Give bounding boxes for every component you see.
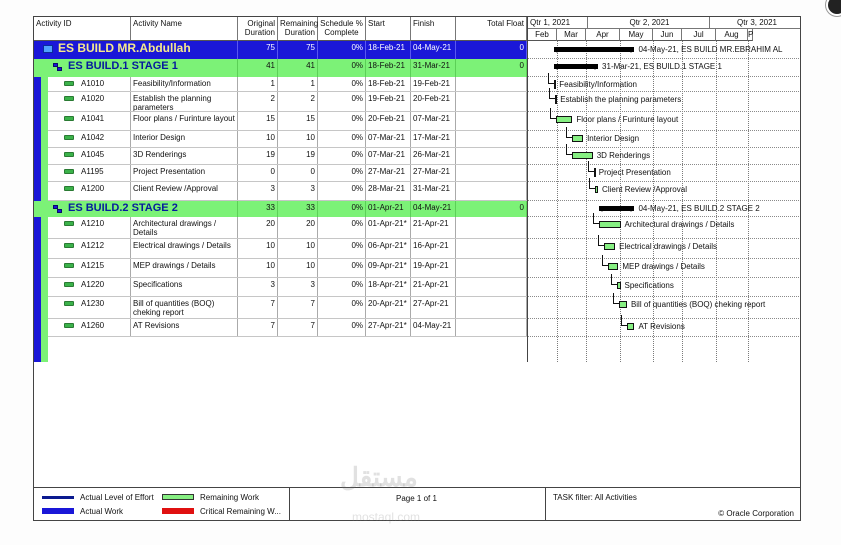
cell-start: 07-Mar-21 xyxy=(366,148,411,164)
project-start: 18-Feb-21 xyxy=(366,41,411,59)
cell-orig: 3 xyxy=(238,182,278,200)
project-folder-icon xyxy=(43,45,53,53)
cell-finish: 17-Mar-21 xyxy=(411,131,456,147)
activity-id: A1042 xyxy=(79,131,131,147)
activity-icon xyxy=(64,152,74,157)
cell-float xyxy=(456,112,527,130)
wbs-node-icon xyxy=(53,63,63,72)
activity-icon xyxy=(64,301,74,306)
activity-row[interactable] xyxy=(48,297,527,319)
activity-icon xyxy=(64,135,74,140)
cell-start: 19-Feb-21 xyxy=(366,92,411,111)
activity-name: AT Revisions xyxy=(131,319,238,336)
cell-rem: 0 xyxy=(278,165,318,181)
bar-label: Specifications xyxy=(624,281,674,290)
month-gridline xyxy=(682,41,683,362)
cell-pct: 0% xyxy=(318,217,366,238)
activity-id: A1200 xyxy=(79,182,131,200)
cell-start: 20-Feb-21 xyxy=(366,112,411,130)
cell-orig: 41 xyxy=(238,59,278,77)
project-rem: 75 xyxy=(278,41,318,59)
cell-rem: 3 xyxy=(278,182,318,200)
activity-row[interactable] xyxy=(48,182,527,201)
cell-pct: 0% xyxy=(318,319,366,336)
bar-label: 3D Renderings xyxy=(596,151,651,160)
col-header-activity-name[interactable]: Activity Name xyxy=(131,17,238,41)
cell-pct: 0% xyxy=(318,59,366,77)
row-gridline xyxy=(528,216,801,217)
dependency-link xyxy=(549,88,555,99)
cell-float xyxy=(456,239,527,258)
cell-finish: 04-May-21 xyxy=(411,319,456,336)
cell-float xyxy=(456,165,527,181)
activity-name: Project Presentation xyxy=(131,165,238,181)
cell-start: 20-Apr-21* xyxy=(366,297,411,318)
bar-label: Interior Design xyxy=(587,134,640,143)
bar-label: Establish the planning parameters xyxy=(560,95,682,104)
cell-float: 0 xyxy=(456,59,527,77)
activity-bar[interactable] xyxy=(572,135,583,142)
milestone-marker[interactable] xyxy=(594,168,596,177)
activity-row[interactable] xyxy=(48,148,527,165)
activity-name: Electrical drawings / Details xyxy=(131,239,238,258)
month-gridline xyxy=(653,41,654,362)
cell-pct: 0% xyxy=(318,239,366,258)
col-header-schedule-pct[interactable]: Schedule % Complete xyxy=(318,17,366,41)
month-label: Apr xyxy=(586,29,620,41)
cell-orig: 1 xyxy=(238,77,278,91)
activity-name: Feasibility/Information xyxy=(131,77,238,91)
activity-id: A1260 xyxy=(79,319,131,336)
activity-icon xyxy=(64,96,74,101)
bar-label: 04-May-21, ES BUILD.2 STAGE 2 xyxy=(638,204,760,213)
wbs-name: ES BUILD.1 STAGE 1 xyxy=(66,59,238,77)
wbs-node-icon xyxy=(53,205,63,214)
quarter-label-2: Qtr 2, 2021 xyxy=(588,17,710,29)
cell-rem: 10 xyxy=(278,131,318,147)
dependency-link xyxy=(602,255,608,266)
project-orig: 75 xyxy=(238,41,278,59)
cell-start: 27-Apr-21* xyxy=(366,319,411,336)
bar-label: AT Revisions xyxy=(638,322,685,331)
month-gridline xyxy=(716,41,717,362)
activity-icon xyxy=(64,81,74,86)
month-gridline xyxy=(586,41,587,362)
bar-label: Architectural drawings / Details xyxy=(624,220,735,229)
activity-bar[interactable] xyxy=(617,282,620,289)
activity-name: Architectural drawings / Details xyxy=(131,217,238,238)
cell-start: 27-Mar-21 xyxy=(366,165,411,181)
legend-actual-work-swatch xyxy=(42,508,74,514)
activity-icon xyxy=(64,323,74,328)
activity-row[interactable] xyxy=(48,217,527,239)
cell-finish: 07-Mar-21 xyxy=(411,112,456,130)
cell-orig: 10 xyxy=(238,239,278,258)
cell-start: 06-Apr-21* xyxy=(366,239,411,258)
cell-pct: 0% xyxy=(318,131,366,147)
filter-section xyxy=(546,488,800,521)
bar-label: Project Presentation xyxy=(598,168,671,177)
row-gridline xyxy=(528,318,801,319)
page-number: Page 1 of 1 xyxy=(396,494,437,503)
cell-orig: 7 xyxy=(238,297,278,318)
cell-orig: 10 xyxy=(238,259,278,277)
legend-actual-level-label: Actual Level of Effort xyxy=(80,493,154,502)
activity-bar[interactable] xyxy=(572,152,592,159)
activity-name: Interior Design xyxy=(131,131,238,147)
cell-pct: 0% xyxy=(318,77,366,91)
month-gridline xyxy=(748,41,749,362)
month-label: Jul xyxy=(682,29,716,41)
wbs-summary-bar[interactable] xyxy=(599,206,634,211)
quarter-label-1: Qtr 1, 2021 xyxy=(528,17,588,29)
activity-bar[interactable] xyxy=(595,186,598,193)
cell-rem: 41 xyxy=(278,59,318,77)
cell-float xyxy=(456,77,527,91)
cell-float xyxy=(456,319,527,336)
row-gridline xyxy=(528,91,801,92)
cell-start: 28-Mar-21 xyxy=(366,182,411,200)
cell-orig: 10 xyxy=(238,131,278,147)
dependency-link xyxy=(566,127,572,138)
activity-id: A1215 xyxy=(79,259,131,277)
activity-id: A1230 xyxy=(79,297,131,318)
cell-rem: 1 xyxy=(278,77,318,91)
activity-icon xyxy=(64,243,74,248)
legend-remaining-swatch xyxy=(162,494,194,500)
row-gridline xyxy=(528,111,801,112)
project-summary-bar[interactable] xyxy=(554,47,634,52)
bar-label: MEP drawings / Details xyxy=(622,262,705,271)
cell-float xyxy=(456,182,527,200)
project-name: ES BUILD MR.Abdullah xyxy=(56,41,238,59)
activity-row[interactable] xyxy=(48,165,527,182)
cell-rem: 3 xyxy=(278,278,318,296)
legend-critical-swatch xyxy=(162,508,194,514)
cell-rem: 10 xyxy=(278,259,318,277)
dependency-link xyxy=(588,161,594,172)
cell-orig: 15 xyxy=(238,112,278,130)
activity-id: A1210 xyxy=(79,217,131,238)
cell-float xyxy=(456,259,527,277)
activity-name: Bill of quantities (BOQ) cheking report xyxy=(131,297,238,318)
activity-name: Client Review /Approval xyxy=(131,182,238,200)
activity-row[interactable] xyxy=(48,259,527,278)
cell-finish: 31-Mar-21 xyxy=(411,59,456,77)
legend-critical-label: Critical Remaining W... xyxy=(200,507,281,516)
cell-pct: 0% xyxy=(318,182,366,200)
row-gridline xyxy=(528,58,801,59)
activity-name: Specifications xyxy=(131,278,238,296)
cell-orig: 7 xyxy=(238,319,278,336)
row-gridline xyxy=(528,238,801,239)
cell-finish: 21-Apr-21 xyxy=(411,278,456,296)
cell-finish: 20-Feb-21 xyxy=(411,92,456,111)
project-row[interactable] xyxy=(34,41,527,59)
col-header-original-duration[interactable]: Original Duration xyxy=(238,17,278,41)
cell-finish: 27-Mar-21 xyxy=(411,165,456,181)
activity-id: A1041 xyxy=(79,112,131,130)
cell-float xyxy=(456,278,527,296)
cell-pct: 0% xyxy=(318,201,366,217)
activity-bar[interactable] xyxy=(608,263,619,270)
row-gridline xyxy=(528,336,801,337)
cell-finish: 26-Mar-21 xyxy=(411,148,456,164)
cell-float xyxy=(456,297,527,318)
dependency-link xyxy=(566,144,572,155)
cell-rem: 15 xyxy=(278,112,318,130)
dependency-link xyxy=(550,108,556,119)
activity-bar[interactable] xyxy=(627,323,634,330)
cell-pct: 0% xyxy=(318,259,366,277)
activity-icon xyxy=(64,116,74,121)
legend-actual-level-swatch xyxy=(42,496,74,499)
activity-bar[interactable] xyxy=(556,116,572,123)
watermark-url: mostaql.com xyxy=(352,510,421,524)
cell-rem: 10 xyxy=(278,239,318,258)
col-header-total-float[interactable]: Total Float xyxy=(456,17,527,41)
cell-finish: 16-Apr-21 xyxy=(411,239,456,258)
project-pct: 0% xyxy=(318,41,366,59)
bar-label: Electrical drawings / Details xyxy=(619,242,717,251)
wbs-row[interactable] xyxy=(34,59,527,77)
dependency-link xyxy=(548,73,554,84)
cell-finish: 19-Feb-21 xyxy=(411,77,456,91)
dependency-link xyxy=(589,178,595,189)
cell-orig: 3 xyxy=(238,278,278,296)
cell-orig: 33 xyxy=(238,201,278,217)
legend xyxy=(34,488,290,521)
close-icon[interactable] xyxy=(826,0,841,16)
month-gridline xyxy=(620,41,621,362)
row-gridline xyxy=(528,200,801,201)
cell-pct: 0% xyxy=(318,165,366,181)
month-label: Mar xyxy=(557,29,586,41)
month-label: May xyxy=(620,29,653,41)
copyright: © Oracle Corporation xyxy=(718,509,794,518)
row-gridline xyxy=(528,258,801,259)
project-float: 0 xyxy=(456,41,527,59)
cell-finish: 21-Apr-21 xyxy=(411,217,456,238)
cell-float: 0 xyxy=(456,201,527,217)
watermark-logo: مستقل xyxy=(340,462,418,492)
activity-row[interactable] xyxy=(48,319,527,337)
row-gridline xyxy=(528,164,801,165)
activity-id: A1010 xyxy=(79,77,131,91)
activity-name: Floor plans / Furinture layout xyxy=(131,112,238,130)
activity-icon xyxy=(64,221,74,226)
activity-id: A1195 xyxy=(79,165,131,181)
cell-finish: 27-Apr-21 xyxy=(411,297,456,318)
quarter-label-3: Qtr 3, 2021 xyxy=(710,17,801,29)
col-header-finish[interactable]: Finish xyxy=(411,17,456,41)
cell-rem: 20 xyxy=(278,217,318,238)
wbs-summary-bar[interactable] xyxy=(554,64,598,69)
activity-row[interactable] xyxy=(48,112,527,131)
activity-bar[interactable] xyxy=(599,221,620,228)
gantt-chart xyxy=(527,17,801,362)
cell-rem: 33 xyxy=(278,201,318,217)
dependency-link xyxy=(611,274,617,285)
activity-name: MEP drawings / Details xyxy=(131,259,238,277)
cell-orig: 0 xyxy=(238,165,278,181)
dependency-link xyxy=(593,213,599,224)
cell-float xyxy=(456,148,527,164)
activity-id: A1220 xyxy=(79,278,131,296)
cell-pct: 0% xyxy=(318,278,366,296)
cell-start: 01-Apr-21 xyxy=(366,201,411,217)
row-gridline xyxy=(528,296,801,297)
legend-remaining-label: Remaining Work xyxy=(200,493,259,502)
month-label: Jun xyxy=(653,29,682,41)
bar-label: 31-Mar-21, ES BUILD.1 STAGE 1 xyxy=(602,62,722,71)
activity-id: A1212 xyxy=(79,239,131,258)
cell-orig: 20 xyxy=(238,217,278,238)
cell-pct: 0% xyxy=(318,148,366,164)
dependency-link xyxy=(621,315,627,326)
cell-float xyxy=(456,92,527,111)
activity-id: A1045 xyxy=(79,148,131,164)
cell-pct: 0% xyxy=(318,297,366,318)
cell-start: 01-Apr-21* xyxy=(366,217,411,238)
activity-icon xyxy=(64,282,74,287)
cell-orig: 19 xyxy=(238,148,278,164)
activity-row[interactable] xyxy=(48,92,527,112)
cell-rem: 19 xyxy=(278,148,318,164)
activity-name: Establish the planning parameters xyxy=(131,92,238,111)
legend-actual-work-label: Actual Work xyxy=(80,507,123,516)
month-label: Feb xyxy=(528,29,557,41)
month-label: P xyxy=(748,30,754,39)
cell-finish: 31-Mar-21 xyxy=(411,182,456,200)
cell-pct: 0% xyxy=(318,92,366,111)
col-header-remaining-duration[interactable]: Remaining Duration xyxy=(278,17,318,41)
activity-row[interactable] xyxy=(48,77,527,92)
milestone-marker[interactable] xyxy=(555,95,557,104)
cell-orig: 2 xyxy=(238,92,278,111)
cell-rem: 2 xyxy=(278,92,318,111)
bar-label: Feasibility/Information xyxy=(559,80,637,89)
month-gridline xyxy=(557,41,558,362)
project-finish: 04-May-21 xyxy=(411,41,456,59)
row-gridline xyxy=(528,76,801,77)
bar-label: 04-May-21, ES BUILD MR.EBRAHIM AL xyxy=(638,45,783,54)
col-header-activity-id[interactable]: Activity ID xyxy=(34,17,131,41)
bar-label: Floor plans / Furinture layout xyxy=(576,115,679,124)
cell-float xyxy=(456,131,527,147)
bar-label: Client Review /Approval xyxy=(602,185,687,194)
activity-bar[interactable] xyxy=(619,301,626,308)
activity-row[interactable] xyxy=(48,131,527,148)
cell-start: 18-Apr-21* xyxy=(366,278,411,296)
activity-row[interactable] xyxy=(48,278,527,297)
activity-icon xyxy=(64,263,74,268)
activity-icon xyxy=(64,169,74,174)
cell-start: 09-Apr-21* xyxy=(366,259,411,277)
schedule-sheet xyxy=(33,16,801,521)
dependency-link xyxy=(613,293,619,304)
activity-row[interactable] xyxy=(48,239,527,259)
col-header-start[interactable]: Start xyxy=(366,17,411,41)
filter-label: TASK filter: All Activities xyxy=(553,493,637,502)
cell-start: 18-Feb-21 xyxy=(366,77,411,91)
bar-label: Bill of quantities (BOQ) cheking report xyxy=(630,300,766,309)
wbs-name: ES BUILD.2 STAGE 2 xyxy=(66,201,238,217)
cell-start: 07-Mar-21 xyxy=(366,131,411,147)
wbs-row[interactable] xyxy=(34,201,527,217)
cell-rem: 7 xyxy=(278,319,318,336)
activity-bar[interactable] xyxy=(604,243,615,250)
cell-start: 18-Feb-21 xyxy=(366,59,411,77)
activity-icon xyxy=(64,186,74,191)
row-gridline xyxy=(528,277,801,278)
cell-finish: 19-Apr-21 xyxy=(411,259,456,277)
month-label: Aug xyxy=(716,29,748,41)
cell-float xyxy=(456,217,527,238)
cell-pct: 0% xyxy=(318,112,366,130)
dependency-link xyxy=(598,235,604,246)
activity-name: 3D Renderings xyxy=(131,148,238,164)
cell-rem: 7 xyxy=(278,297,318,318)
row-gridline xyxy=(528,181,801,182)
cell-finish: 04-May-21 xyxy=(411,201,456,217)
activity-id: A1020 xyxy=(79,92,131,111)
